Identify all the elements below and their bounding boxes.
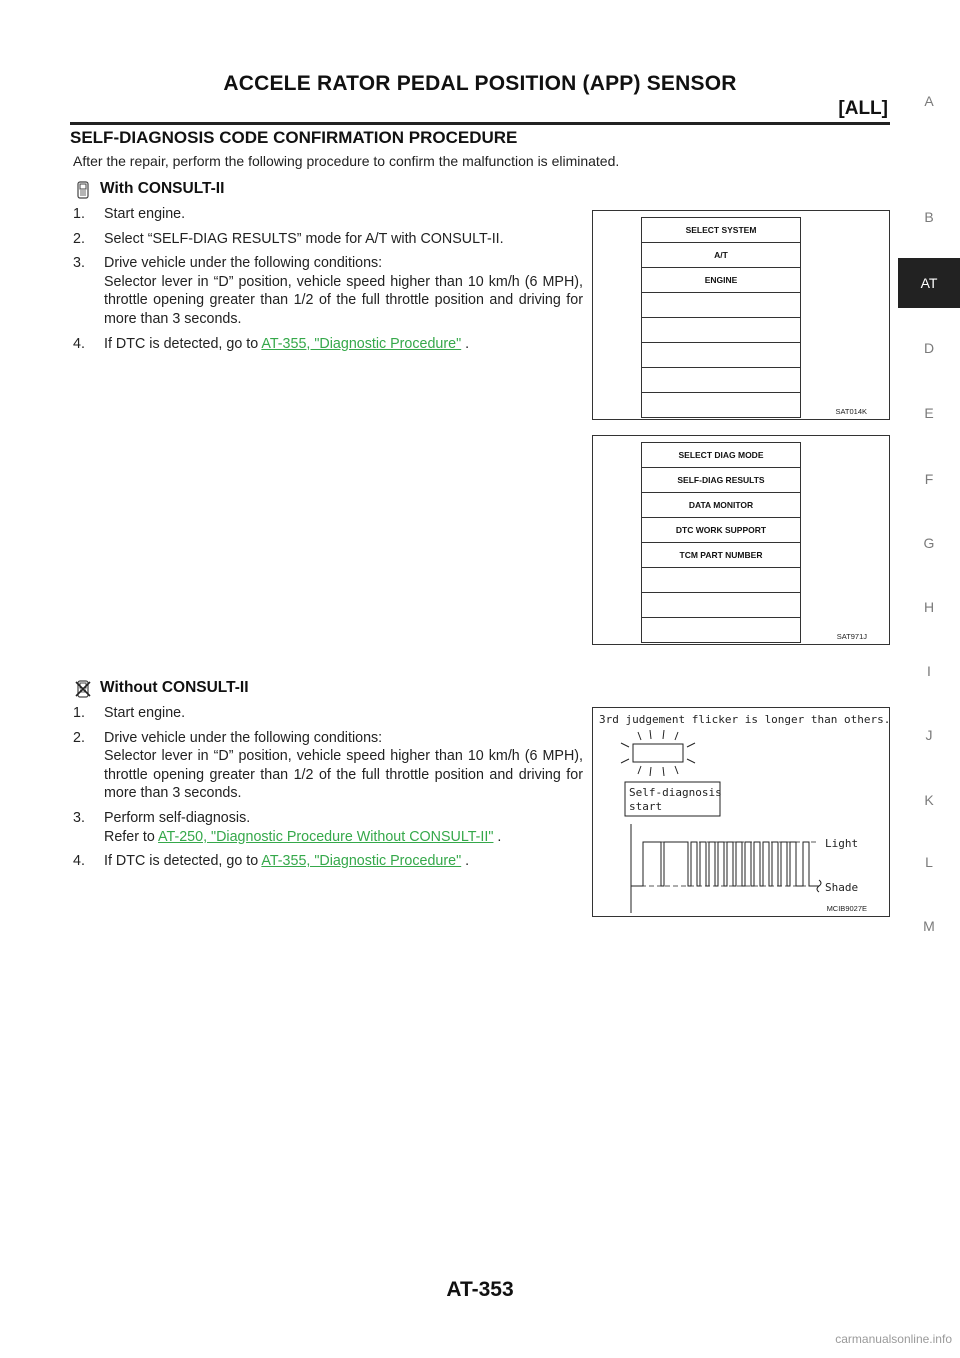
diagnostic-procedure-link[interactable]: AT-355, "Diagnostic Procedure"	[261, 335, 462, 352]
lamp-rays-icon	[621, 730, 695, 776]
list-item: 3. Perform self-diagnosis. Refer to AT-250, "Diagnostic Procedure Without CONSULT-II" .	[73, 809, 502, 845]
side-tab-j[interactable]: J	[925, 727, 933, 743]
side-tab-e[interactable]: E	[924, 405, 934, 421]
side-tab-i[interactable]: I	[927, 663, 931, 679]
with-consult-heading: With CONSULT-II	[100, 180, 225, 197]
list-item: 2. Select “SELF-DIAG RESULTS” mode for A/T with CONSULT-II.	[73, 230, 504, 247]
shade-label: Shade	[825, 881, 859, 894]
side-tab-k[interactable]: K	[924, 792, 934, 808]
menu-item-empty	[642, 292, 800, 317]
menu-item-empty	[642, 342, 800, 367]
page-title: ACCELE RATOR PEDAL POSITION (APP) SENSOR	[223, 72, 737, 95]
intro-text: After the repair, perform the following procedure to confirm the malfunction is eliminated.	[73, 153, 620, 169]
list-item: 4. If DTC is detected, go to AT-355, "Diagnostic Procedure" .	[73, 853, 470, 870]
select-system-figure	[592, 210, 890, 420]
side-tab-a[interactable]: A	[924, 93, 934, 109]
diagnostic-procedure-link[interactable]: AT-355, "Diagnostic Procedure"	[261, 853, 462, 870]
menu-item-empty	[642, 392, 800, 417]
menu-item-empty	[642, 567, 800, 592]
select-diag-mode-figure	[592, 435, 890, 645]
select-system-menu	[641, 217, 801, 418]
menu-item-empty	[642, 367, 800, 392]
flicker-diagram	[593, 708, 891, 918]
consult-device-icon	[74, 181, 92, 199]
side-tab-m[interactable]: M	[923, 918, 935, 934]
flicker-waveform	[631, 842, 819, 886]
menu-item-data-monitor: DATA MONITOR	[642, 492, 800, 517]
header-divider	[70, 122, 890, 125]
list-item: 3. Drive vehicle under the following conditions: Selector lever in “D” position, vehicle speed higher than 10 km/h (6 MPH), throttle opening greater than 1/2 of the full throttle position and driving for more than 3 seconds.	[73, 255, 583, 327]
menu-item-empty	[642, 592, 800, 617]
diagnostic-procedure-without-consult-link[interactable]: AT-250, "Diagnostic Procedure Without CONSULT-II"	[158, 828, 494, 845]
section-label: [ALL]	[838, 98, 888, 119]
menu-item-at: A/T	[642, 242, 800, 267]
side-tab-d[interactable]: D	[923, 340, 935, 356]
list-item: 2. Drive vehicle under the following conditions: Selector lever in “D” position, vehicle speed higher than 10 km/h (6 MPH), throttle opening greater than 1/2 of the full throttle position and driving for more than 3 seconds.	[73, 729, 583, 802]
start-label: start	[629, 800, 663, 813]
side-tab-f[interactable]: F	[924, 471, 934, 487]
side-tab-g[interactable]: G	[923, 535, 935, 551]
side-tab-at[interactable]: AT	[898, 258, 960, 308]
lamp-icon	[633, 744, 683, 762]
menu-item-empty	[642, 617, 800, 642]
menu-title: SELECT SYSTEM	[685, 225, 757, 235]
without-consult-steps	[73, 704, 583, 877]
flicker-caption: 3rd judgement flicker is longer than others.	[599, 713, 891, 726]
side-tab-b[interactable]: B	[924, 209, 934, 225]
side-tab-h[interactable]: H	[923, 599, 935, 615]
with-consult-steps	[73, 205, 583, 359]
list-item: 1. Start engine.	[73, 705, 186, 721]
menu-item-engine: ENGINE	[642, 267, 800, 292]
flicker-diagram-figure	[592, 707, 890, 917]
without-consult-heading: Without CONSULT-II	[100, 679, 249, 696]
menu-item-dtc-work-support: DTC WORK SUPPORT	[642, 517, 800, 542]
start-label: Self-diagnosis	[629, 786, 722, 799]
page-number: AT-353	[446, 1278, 514, 1301]
figure-code: SAT971J	[836, 632, 867, 641]
menu-title: SELECT DIAG MODE	[678, 450, 764, 460]
list-item: 4. If DTC is detected, go to AT-355, "Diagnostic Procedure" .	[73, 335, 470, 352]
light-label: Light	[825, 837, 859, 850]
figure-code: SAT014K	[835, 407, 867, 416]
watermark: carmanualsonline.info	[835, 1332, 952, 1346]
figure-code: MCIB9027E	[826, 904, 867, 913]
menu-item-self-diag-results: SELF-DIAG RESULTS	[642, 467, 800, 492]
menu-item-tcm-part-number: TCM PART NUMBER	[642, 542, 800, 567]
section-heading: SELF-DIAGNOSIS CODE CONFIRMATION PROCEDURE	[70, 128, 518, 147]
menu-item-empty	[642, 317, 800, 342]
side-tab-l[interactable]: L	[925, 854, 933, 870]
select-diag-mode-menu	[641, 442, 801, 643]
no-consult-device-icon	[74, 680, 92, 698]
list-item: 1. Start engine.	[73, 206, 186, 222]
